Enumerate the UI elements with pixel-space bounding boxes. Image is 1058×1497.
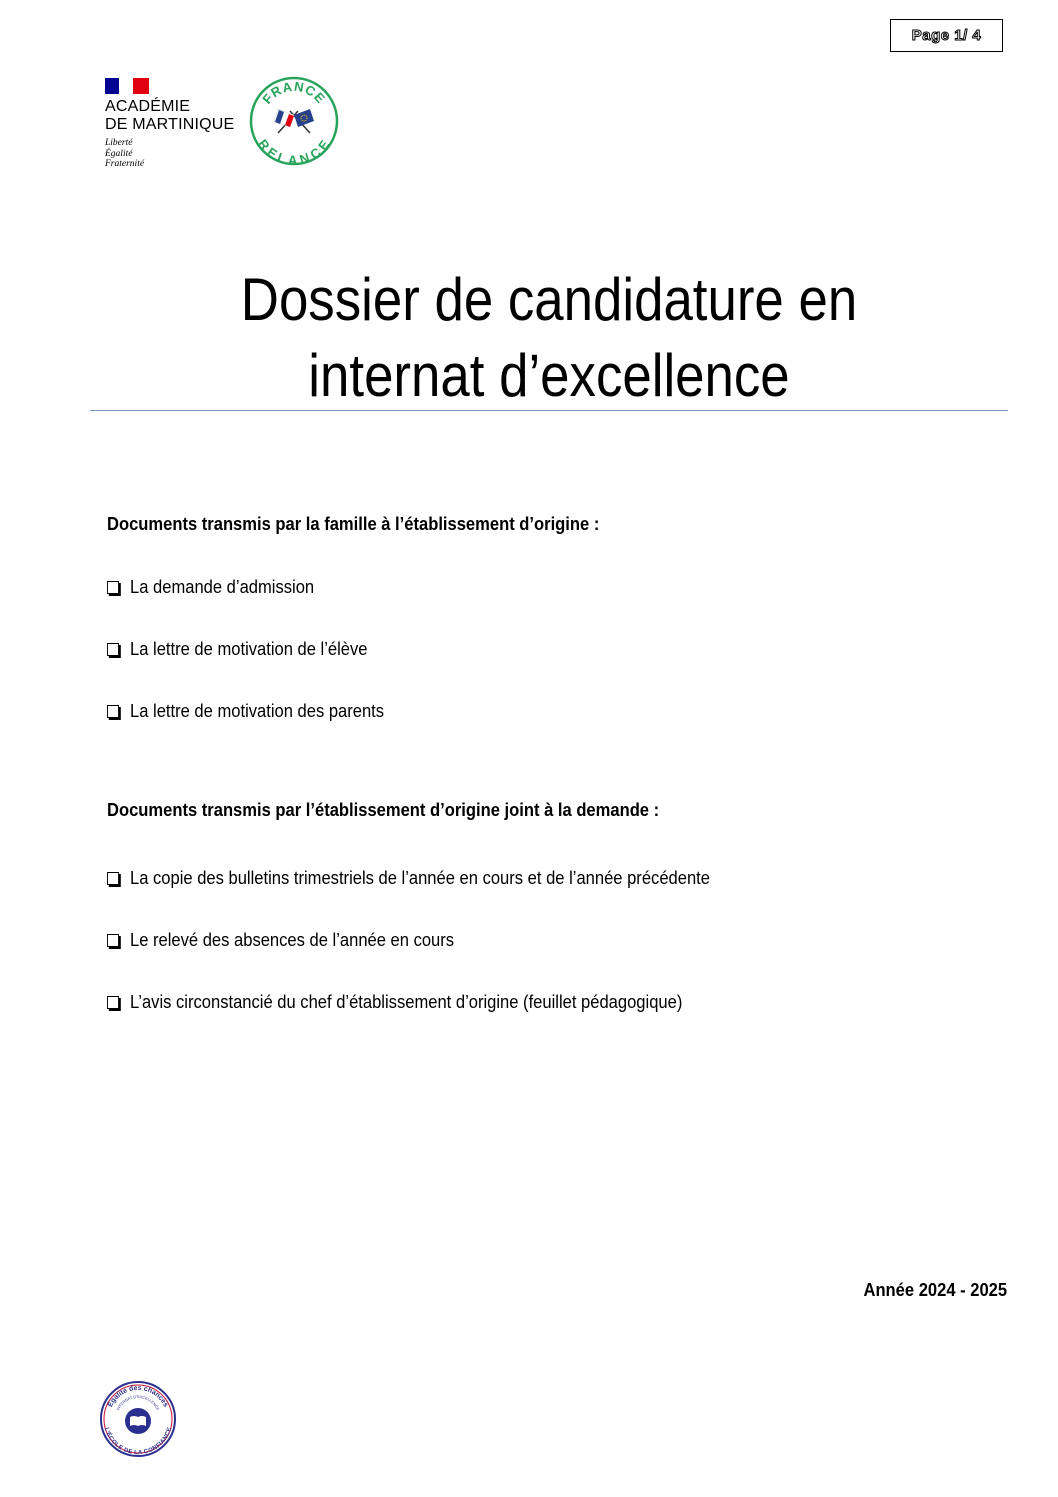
svg-text:L'ÉCOLE DE LA CONFIANCE: L'ÉCOLE DE LA CONFIANCE xyxy=(102,1426,174,1457)
academie-logo xyxy=(105,78,250,173)
checkbox-icon[interactable] xyxy=(107,934,119,947)
internat-excellence-seal xyxy=(99,1380,177,1458)
svg-text:INTERNAT D'EXCELLENCE: INTERNAT D'EXCELLENCE xyxy=(115,1394,160,1412)
document-title xyxy=(145,262,953,414)
page-indicator: Page 1/ 4 xyxy=(890,19,1003,52)
checklist-item xyxy=(107,930,454,951)
checklist-item xyxy=(107,639,368,660)
motto-egalite: Égalité xyxy=(105,149,133,159)
motto-liberte: Liberté xyxy=(105,138,133,148)
svg-text:Égalité des chances: Égalité des chances xyxy=(106,1384,170,1409)
checkbox-icon[interactable] xyxy=(107,996,119,1009)
section-family-heading: Documents transmis par la famille à l’établissement d’origine : xyxy=(107,514,600,534)
french-flag-icon xyxy=(105,78,149,94)
checkbox-icon[interactable] xyxy=(107,872,119,885)
checklist-item xyxy=(107,577,314,598)
checklist-item-label: La demande d’admission xyxy=(130,577,315,597)
school-year: Année 2024 - 2025 xyxy=(863,1280,1007,1300)
checkbox-icon[interactable] xyxy=(107,643,119,656)
title-line-2: internat d’excellence xyxy=(308,342,790,409)
crossed-flags-icon xyxy=(274,109,314,133)
academie-name-line2: DE MARTINIQUE xyxy=(105,116,235,133)
checklist-item-label: La lettre de motivation de l’élève xyxy=(130,639,368,659)
book-icon xyxy=(130,1416,146,1426)
academie-name-line1: ACADÉMIE xyxy=(105,98,191,115)
checklist-item-label: Le relevé des absences de l’année en cours xyxy=(130,930,455,950)
svg-text:RELANCE: RELANCE xyxy=(255,136,333,167)
motto-fraternite: Fraternité xyxy=(105,159,145,169)
svg-text:FRANCE: FRANCE xyxy=(259,78,329,107)
title-line-1: Dossier de candidature en xyxy=(240,266,858,333)
checkbox-icon[interactable] xyxy=(107,581,119,594)
checklist-item xyxy=(107,992,682,1013)
section-school-heading: Documents transmis par l’établissement d’origine joint à la demande : xyxy=(107,800,660,820)
checklist-item xyxy=(107,868,710,889)
checklist-item xyxy=(107,701,384,722)
france-relance-logo xyxy=(248,75,340,167)
checklist-item-label: La lettre de motivation des parents xyxy=(130,701,385,721)
checklist-item-label: La copie des bulletins trimestriels de l’année en cours et de l’année précédente xyxy=(130,868,710,888)
title-divider xyxy=(90,410,1008,411)
checkbox-icon[interactable] xyxy=(107,705,119,718)
checklist-item-label: L’avis circonstancié du chef d’établissement d’origine (feuillet pédagogique) xyxy=(130,992,683,1012)
